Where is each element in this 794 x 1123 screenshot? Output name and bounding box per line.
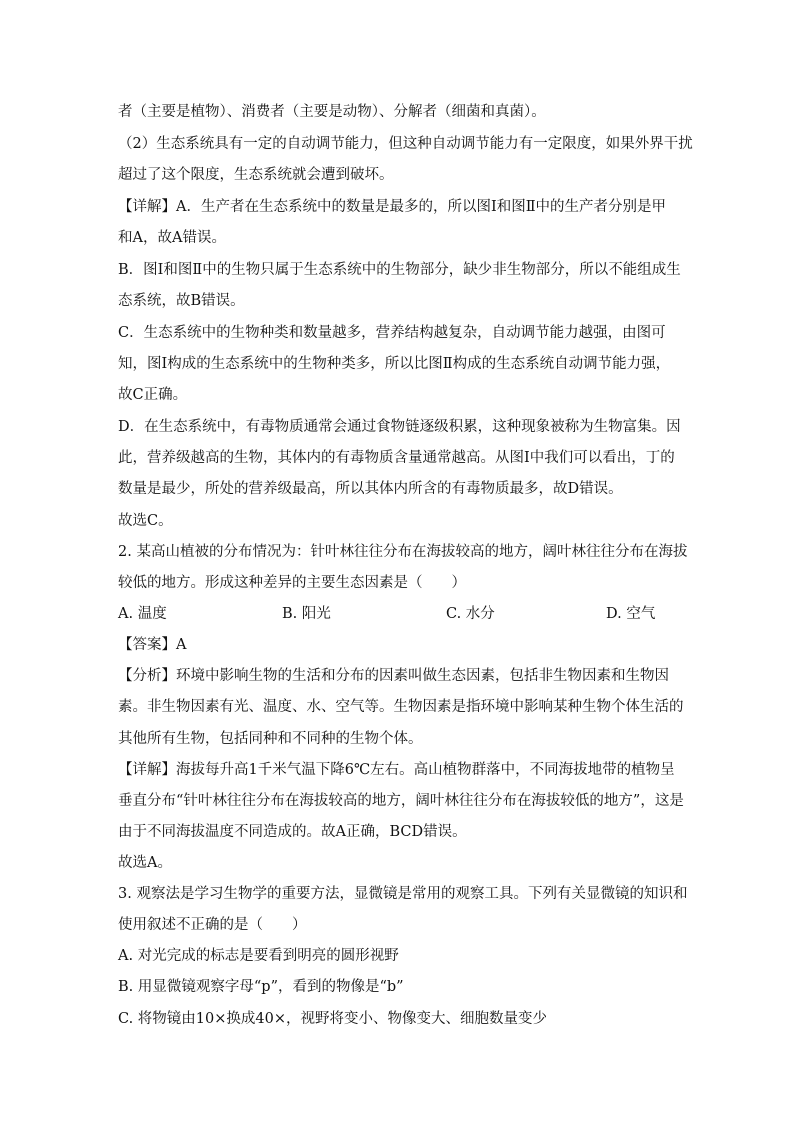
- question-2-stem: 较低的地方。形成这种差异的主要生态因素是（ ）: [118, 575, 466, 591]
- analysis-line: 素。非生物因素有光、温度、水、空气等。生物因素是指环境中影响某种生物个体生活的: [118, 699, 684, 715]
- text-line: 故C正确。: [118, 387, 188, 403]
- text-line: B．图Ⅰ和图Ⅱ中的生物只属于生态系统中的生物部分，缺少非生物部分，所以不能组成生: [118, 262, 681, 278]
- text-line: D．在生态系统中，有毒物质通常会通过食物链逐级积累，这种现象被称为生物富集。因: [118, 419, 681, 435]
- text-line: 态系统，故B错误。: [118, 293, 245, 309]
- option-a: A. 温度: [118, 606, 167, 622]
- text-line: C．生态系统中的生物种类和数量越多，营养结构越复杂，自动调节能力越强，由图可: [118, 325, 666, 341]
- text-line: 数量是最少，所处的营养级最高，所以其体内所含的有毒物质最多，故D错误。: [118, 481, 623, 497]
- text-line: 【详解】A．生产者在生态系统中的数量是最多的，所以图Ⅰ和图Ⅱ中的生产者分别是甲: [118, 199, 667, 215]
- question-3-option-b: B. 用显微镜观察字母“p”，看到的物像是“b”: [118, 979, 404, 995]
- question-2-stem: 2. 某高山植被的分布情况为：针叶林往往分布在海拔较高的地方，阔叶林往往分布在海拔: [118, 544, 688, 560]
- answer-line: 【答案】A: [118, 637, 187, 653]
- explanation-line: 【详解】海拔每升高1千米气温下降6℃左右。高山植物群落中，不同海拔地带的植物呈: [118, 762, 675, 778]
- option-d: D. 空气: [606, 606, 656, 622]
- option-c: C. 水分: [446, 606, 495, 622]
- question-3-stem: 使用叙述不正确的是（ ）: [118, 917, 307, 933]
- text-line: 和A，故A错误。: [118, 230, 226, 246]
- text-line: 故选A。: [118, 855, 172, 871]
- question-3-option-a: A. 对光完成的标志是要看到明亮的圆形视野: [118, 948, 399, 964]
- explanation-line: 由于不同海拔温度不同造成的。故A正确，BCD错误。: [118, 824, 467, 840]
- text-line: 故选C。: [118, 513, 173, 529]
- question-3-option-c: C. 将物镜由10×换成40×，视野将变小、物像变大、细胞数量变少: [118, 1011, 547, 1027]
- text-line: 此，营养级越高的生物，其体内的有毒物质含量通常越高。从图Ⅰ中我们可以看出，丁的: [118, 450, 675, 466]
- text-line: （2）生态系统具有一定的自动调节能力，但这种自动调节能力有一定限度，如果外界干扰: [118, 136, 693, 152]
- text-line: 知，图Ⅰ构成的生态系统中的生物种类多，所以比图Ⅱ构成的生态系统自动调节能力强，: [118, 356, 671, 372]
- analysis-line: 其他所有生物，包括同种和不同种的生物个体。: [118, 731, 423, 747]
- text-line: 者（主要是植物）、消费者（主要是动物）、分解者（细菌和真菌）。: [118, 104, 546, 120]
- option-b: B. 阳光: [282, 606, 331, 622]
- explanation-line: 垂直分布“针叶林往往分布在海拔较高的地方，阔叶林往往分布在海拔较低的地方”，这是: [118, 793, 684, 809]
- question-3-stem: 3. 观察法是学习生物学的重要方法，显微镜是常用的观察工具。下列有关显微镜的知识和: [118, 886, 688, 902]
- text-line: 超过了这个限度，生态系统就会遭到破坏。: [118, 167, 394, 183]
- analysis-line: 【分析】环境中影响生物的生活和分布的因素叫做生态因素，包括非生物因素和生物因: [118, 668, 669, 684]
